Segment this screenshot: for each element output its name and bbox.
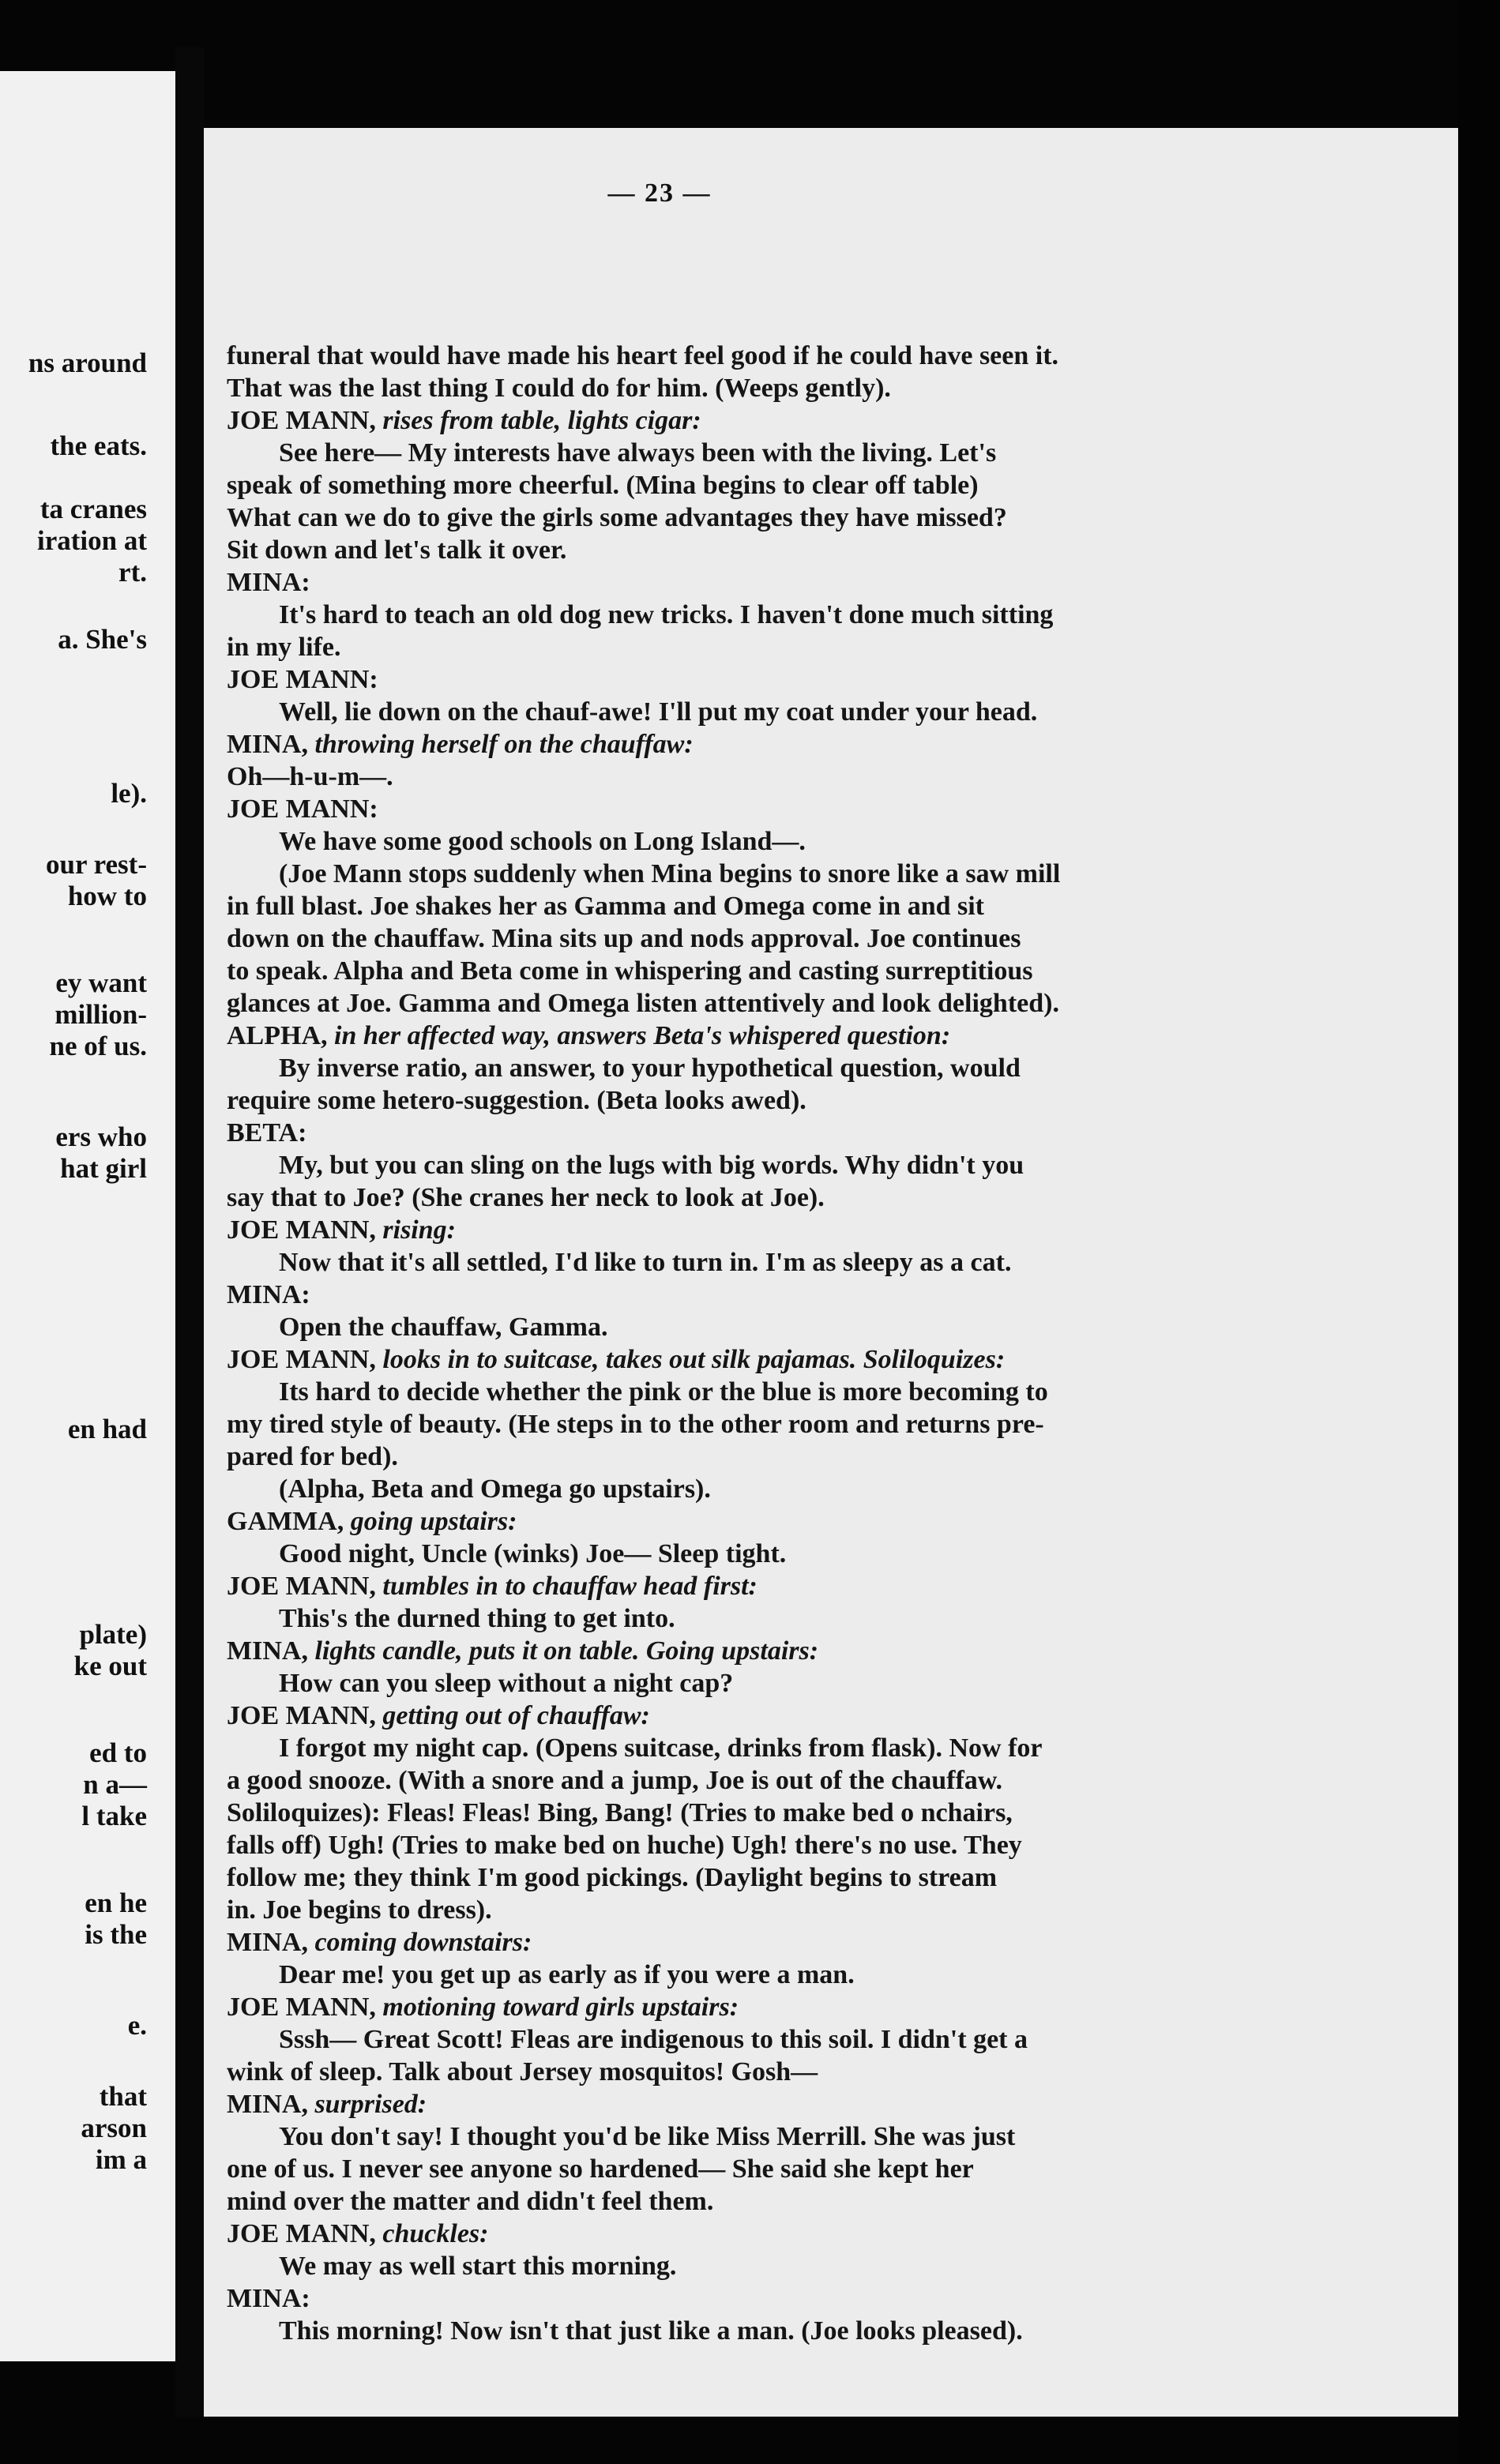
previous-page-fragment xyxy=(0,71,175,2361)
speaker-name: BETA: xyxy=(227,1118,307,1147)
line-text: Soliloquizes): Fleas! Fleas! Bing, Bang! (Tries to make bed o nchairs, xyxy=(227,1798,1013,1827)
speaker-line: MINA, throwing herself on the chauffaw: xyxy=(227,730,694,759)
speaker-line xyxy=(227,1279,1289,1311)
dialogue-line xyxy=(227,1732,1289,1764)
speaker-name: MINA xyxy=(227,730,302,759)
line-text: That was the last thing I could do for him. (Weeps gently). xyxy=(227,374,891,403)
dialogue-line xyxy=(227,1667,1289,1700)
left-page-fragment: iration at xyxy=(36,525,147,556)
dialogue-line xyxy=(227,2153,1289,2185)
speaker-line: JOE MANN, chuckles: xyxy=(227,2219,489,2248)
dialogue-line xyxy=(227,2315,1289,2347)
line-text: in my life. xyxy=(227,633,341,662)
dialogue-line xyxy=(227,437,1289,469)
line-text: Now that it's all settled, I'd like to turn in. I'm as sleepy as a cat. xyxy=(279,1248,1012,1277)
stage-direction: chuckles: xyxy=(382,2219,489,2248)
stage-direction: throwing herself on the chauffaw: xyxy=(314,730,694,759)
dialogue-line xyxy=(227,955,1289,987)
stage-direction: looks in to suitcase, takes out silk pajamas. Soliloquizes: xyxy=(382,1345,1006,1374)
stage-direction: rises from table, lights cigar: xyxy=(382,406,701,435)
left-page-fragment: ns around xyxy=(28,347,147,378)
speaker-line: JOE MANN, rises from table, lights cigar: xyxy=(227,406,701,435)
line-text: Sssh— Great Scott! Fleas are indigenous to this soil. I didn't get a xyxy=(279,2025,1028,2054)
dialogue-line xyxy=(227,1311,1289,1343)
line-text: Open the chauffaw, Gamma. xyxy=(279,1313,608,1342)
line-text: It's hard to teach an old dog new tricks. I haven't done much sitting xyxy=(279,600,1054,629)
speaker-name: JOE MANN: xyxy=(227,794,378,824)
left-page-fragment: ers who xyxy=(55,1121,147,1152)
dialogue-line xyxy=(227,534,1289,566)
speaker-name: MINA: xyxy=(227,568,310,597)
dialogue-line xyxy=(227,890,1289,922)
left-page-fragment: ne of us. xyxy=(49,1031,147,1061)
line-text: wink of sleep. Talk about Jersey mosquitos! Gosh— xyxy=(227,2057,818,2087)
left-page-fragment: how to xyxy=(67,881,147,911)
speaker-line xyxy=(227,663,1289,696)
speaker-line xyxy=(227,2282,1289,2315)
speaker-name: MINA xyxy=(227,1636,302,1666)
dialogue-line xyxy=(227,825,1289,858)
line-text: This morning! Now isn't that just like a man. (Joe looks pleased). xyxy=(279,2316,1023,2346)
speaker-name: MINA xyxy=(227,1928,302,1957)
line-text: We have some good schools on Long Island—. xyxy=(279,827,806,856)
left-page-fragment: im a xyxy=(95,2144,147,2175)
left-page-fragment: our rest- xyxy=(46,849,147,880)
dialogue-line xyxy=(227,1052,1289,1084)
speaker-name: MINA: xyxy=(227,2284,310,2313)
dialogue-line xyxy=(227,1246,1289,1279)
line-text: Good night, Uncle (winks) Joe— Sleep tight. xyxy=(279,1539,787,1568)
speaker-name: JOE MANN xyxy=(227,1701,370,1730)
stage-direction: in her affected way, answers Beta's whispered question: xyxy=(334,1021,951,1050)
dialogue-line xyxy=(227,1473,1289,1505)
left-page-fragment: l take xyxy=(81,1801,147,1831)
line-text: a good snooze. (With a snore and a jump, Joe is out of the chauffaw. xyxy=(227,1766,1002,1795)
stage-direction: tumbles in to chauffaw head first: xyxy=(382,1572,758,1601)
line-text: (Alpha, Beta and Omega go upstairs). xyxy=(279,1474,711,1504)
dialogue-line xyxy=(227,1602,1289,1635)
dialogue-line xyxy=(227,1181,1289,1214)
page-edge xyxy=(1458,0,1500,2464)
dialogue-line xyxy=(227,858,1289,890)
dialogue-line xyxy=(227,469,1289,501)
left-page-fragment: is the xyxy=(85,1919,147,1950)
dialogue-line xyxy=(227,1894,1289,1926)
dialogue-line xyxy=(227,987,1289,1020)
line-text: speak of something more cheerful. (Mina begins to clear off table) xyxy=(227,471,979,500)
dialogue-line xyxy=(227,340,1289,372)
line-text: I forgot my night cap. (Opens suitcase, drinks from flask). Now for xyxy=(279,1733,1043,1763)
speaker-name: JOE MANN xyxy=(227,1215,370,1245)
speaker-line: JOE MANN, tumbles in to chauffaw head first: xyxy=(227,1572,758,1601)
line-text: Well, lie down on the chauf-awe! I'll put my coat under your head. xyxy=(279,697,1038,727)
line-text: We may as well start this morning. xyxy=(279,2252,677,2281)
left-page-fragment: en had xyxy=(67,1414,147,1444)
speaker-name: ALPHA xyxy=(227,1021,321,1050)
book-gutter xyxy=(175,47,204,2417)
line-text: What can we do to give the girls some advantages they have missed? xyxy=(227,503,1007,532)
page-number: — 23 — xyxy=(607,178,712,208)
dialogue-line xyxy=(227,922,1289,955)
dialogue-line xyxy=(227,1764,1289,1797)
dialogue-line xyxy=(227,1861,1289,1894)
line-text: follow me; they think I'm good pickings. (Daylight begins to stream xyxy=(227,1863,998,1892)
left-page-fragment: plate) xyxy=(79,1619,147,1650)
left-page-fragment: million- xyxy=(55,999,147,1030)
left-page-fragment: a. She's xyxy=(58,624,147,655)
speaker-name: JOE MANN xyxy=(227,406,370,435)
line-text: falls off) Ugh! (Tries to make bed on huche) Ugh! there's no use. They xyxy=(227,1831,1022,1860)
line-text: my tired style of beauty. (He steps in to the other room and returns pre- xyxy=(227,1410,1044,1439)
line-text: Oh—h-u-m—. xyxy=(227,762,393,791)
line-text: in full blast. Joe shakes her as Gamma and Omega come in and sit xyxy=(227,892,985,921)
line-text: Dear me! you get up as early as if you were a man. xyxy=(279,1960,855,1989)
line-text: require some hetero-suggestion. (Beta looks awed). xyxy=(227,1086,806,1115)
speaker-line: JOE MANN, getting out of chauffaw: xyxy=(227,1701,650,1730)
dialogue-line xyxy=(227,2056,1289,2088)
speaker-name: GAMMA xyxy=(227,1507,337,1536)
speaker-name: MINA xyxy=(227,2090,302,2119)
left-page-fragment: ed to xyxy=(89,1737,147,1768)
speaker-name: MINA: xyxy=(227,1280,310,1309)
dialogue-line xyxy=(227,599,1289,631)
dialogue-line xyxy=(227,2023,1289,2056)
left-page-fragment: e. xyxy=(127,2010,147,2041)
line-text: You don't say! I thought you'd be like Miss Merrill. She was just xyxy=(279,2122,1016,2151)
line-text: glances at Joe. Gamma and Omega listen attentively and look delighted). xyxy=(227,989,1059,1018)
dialogue-line xyxy=(227,1149,1289,1181)
left-page-fragment: le). xyxy=(111,778,147,809)
dialogue-line xyxy=(227,2120,1289,2153)
line-text: Sit down and let's talk it over. xyxy=(227,535,567,565)
line-text: down on the chauffaw. Mina sits up and nods approval. Joe continues xyxy=(227,924,1021,953)
line-text: (Joe Mann stops suddenly when Mina begins to snore like a saw mill xyxy=(279,859,1061,888)
speaker-name: JOE MANN xyxy=(227,1572,370,1601)
line-text: By inverse ratio, an answer, to your hypothetical question, would xyxy=(279,1054,1021,1083)
stage-direction: going upstairs: xyxy=(350,1507,517,1536)
speaker-line: JOE MANN, looks in to suitcase, takes out silk pajamas. Soliloquizes: xyxy=(227,1345,1006,1374)
speaker-line: MINA, surprised: xyxy=(227,2090,427,2119)
left-page-fragment: n a— xyxy=(83,1769,147,1800)
stage-direction: lights candle, puts it on table. Going upstairs: xyxy=(314,1636,819,1666)
stage-direction: motioning toward girls upstairs: xyxy=(382,1993,739,2022)
line-text: in. Joe begins to dress). xyxy=(227,1895,492,1925)
dialogue-line xyxy=(227,1408,1289,1440)
speaker-line: MINA, lights candle, puts it on table. Going upstairs: xyxy=(227,1636,819,1666)
dialogue-line xyxy=(227,1829,1289,1861)
play-script-text xyxy=(227,340,1289,2347)
stage-direction: getting out of chauffaw: xyxy=(382,1701,650,1730)
line-text: to speak. Alpha and Beta come in whispering and casting surreptitious xyxy=(227,956,1033,986)
left-page-fragment: rt. xyxy=(118,557,147,588)
line-text: mind over the matter and didn't feel them. xyxy=(227,2187,714,2216)
speaker-name: JOE MANN xyxy=(227,1345,370,1374)
speaker-name: JOE MANN xyxy=(227,2219,370,2248)
left-page-fragment: the eats. xyxy=(50,430,147,461)
line-text: Its hard to decide whether the pink or the blue is more becoming to xyxy=(279,1377,1048,1407)
left-page-fragment: that xyxy=(99,2081,147,2112)
line-text: one of us. I never see anyone so hardened— She said she kept her xyxy=(227,2154,974,2184)
speaker-line: GAMMA, going upstairs: xyxy=(227,1507,517,1536)
left-page-fragment: en he xyxy=(85,1887,147,1918)
left-page-fragment: ey want xyxy=(55,967,147,998)
speaker-line: JOE MANN, rising: xyxy=(227,1215,456,1245)
left-page-fragment: ke out xyxy=(73,1651,147,1681)
dialogue-line xyxy=(227,501,1289,534)
speaker-line xyxy=(227,566,1289,599)
speaker-line xyxy=(227,793,1289,825)
stage-direction: rising: xyxy=(382,1215,456,1245)
line-text: pared for bed). xyxy=(227,1442,398,1471)
line-text: How can you sleep without a night cap? xyxy=(279,1669,734,1698)
dialogue-line xyxy=(227,631,1289,663)
dialogue-line xyxy=(227,1797,1289,1829)
dialogue-line xyxy=(227,1440,1289,1473)
line-text: say that to Joe? (She cranes her neck to look at Joe). xyxy=(227,1183,825,1212)
dialogue-line xyxy=(227,761,1289,793)
left-page-fragment: hat girl xyxy=(60,1153,147,1184)
speaker-name: JOE MANN xyxy=(227,1993,370,2022)
line-text: This's the durned thing to get into. xyxy=(279,1604,675,1633)
speaker-line: JOE MANN, motioning toward girls upstairs: xyxy=(227,1993,739,2022)
dialogue-line xyxy=(227,1376,1289,1408)
line-text: My, but you can sling on the lugs with big words. Why didn't you xyxy=(279,1151,1024,1180)
dialogue-line xyxy=(227,372,1289,404)
dialogue-line xyxy=(227,1084,1289,1117)
dialogue-line xyxy=(227,1538,1289,1570)
dialogue-line xyxy=(227,696,1289,728)
left-page-fragment: ta cranes xyxy=(39,494,147,524)
line-text: funeral that would have made his heart feel good if he could have seen it. xyxy=(227,341,1059,370)
speaker-name: JOE MANN: xyxy=(227,665,378,694)
line-text: See here— My interests have always been with the living. Let's xyxy=(279,438,997,468)
stage-direction: coming downstairs: xyxy=(314,1928,532,1957)
left-page-fragment: arson xyxy=(81,2113,147,2143)
speaker-line xyxy=(227,1117,1289,1149)
speaker-line: ALPHA, in her affected way, answers Beta's whispered question: xyxy=(227,1021,951,1050)
dialogue-line xyxy=(227,2250,1289,2282)
stage-direction: surprised: xyxy=(314,2090,427,2119)
dialogue-line xyxy=(227,2185,1289,2218)
dialogue-line xyxy=(227,1959,1289,1991)
speaker-line: MINA, coming downstairs: xyxy=(227,1928,532,1957)
